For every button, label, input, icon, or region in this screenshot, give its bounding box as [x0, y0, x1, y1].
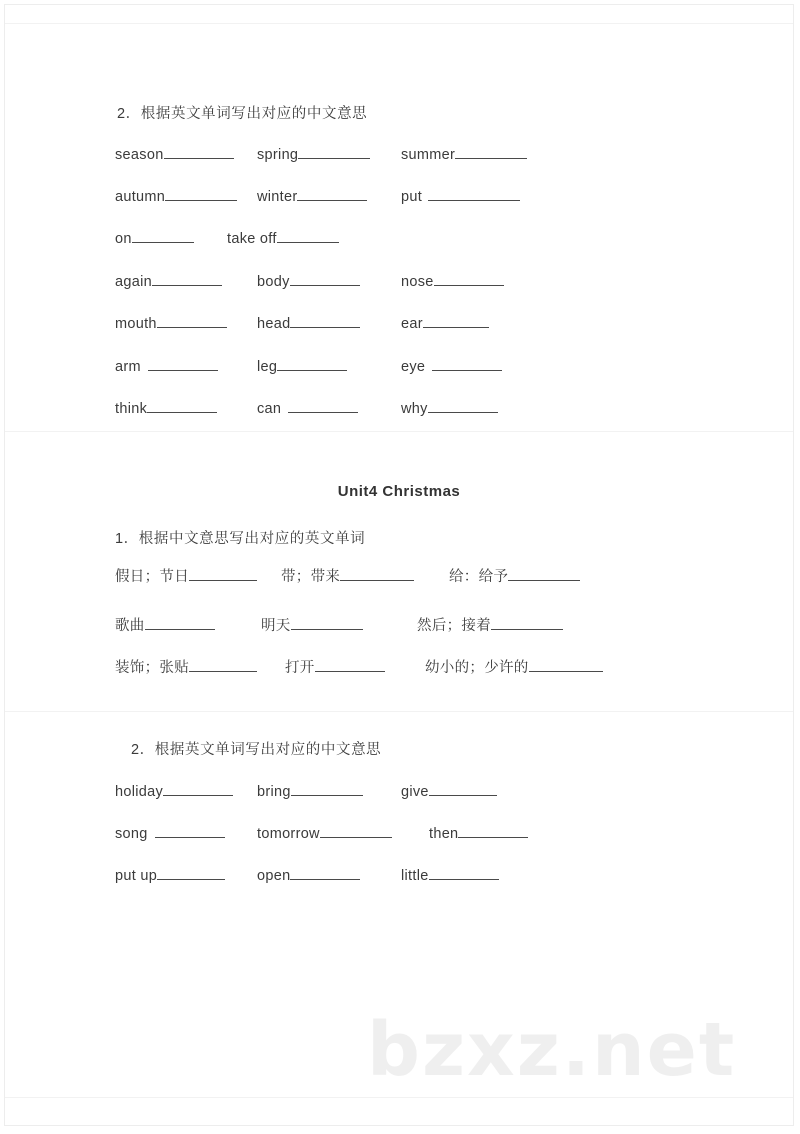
vocab-entry — [257, 314, 360, 332]
vocab-entry — [257, 824, 392, 842]
vocab-word: 打开 — [285, 660, 315, 676]
vocab-word: autumn — [115, 189, 166, 205]
answer-blank[interactable] — [297, 187, 367, 201]
vocab-word: nose — [401, 274, 434, 290]
vocab-word: winter — [257, 189, 298, 205]
vocab-word: put up — [115, 868, 158, 884]
answer-blank[interactable] — [189, 658, 257, 672]
answer-blank[interactable] — [340, 567, 414, 581]
section-heading-en: 2．根据英文单词写出对应的中文意思 — [131, 742, 382, 758]
vocab-word: then — [429, 826, 459, 842]
answer-blank[interactable] — [277, 357, 347, 371]
answer-blank[interactable] — [432, 357, 502, 371]
answer-blank[interactable] — [423, 314, 489, 328]
vocab-entry — [257, 357, 347, 375]
vocab-entry — [401, 399, 498, 417]
vocab-entry — [115, 782, 233, 800]
vocab-entry — [115, 357, 218, 375]
answer-blank[interactable] — [428, 187, 520, 201]
vocab-word: 然后；接着 — [417, 618, 491, 634]
vocab-word: on — [115, 231, 132, 247]
answer-blank[interactable] — [277, 229, 339, 243]
answer-blank[interactable] — [145, 616, 215, 630]
vocab-entry — [281, 565, 414, 586]
vocab-word: give — [401, 784, 429, 800]
vocab-word: put — [401, 189, 423, 205]
vocab-entry — [401, 866, 499, 884]
vocab-word: mouth — [115, 316, 157, 332]
vocab-word: arm — [115, 359, 141, 375]
answer-blank[interactable] — [491, 616, 563, 630]
answer-blank[interactable] — [429, 866, 499, 880]
section-heading-top: 2．根据英文单词写出对应的中文意思 — [117, 106, 368, 122]
vocab-word: 给：给予 — [449, 569, 509, 585]
vocab-word: again — [115, 274, 152, 290]
answer-blank[interactable] — [434, 272, 504, 286]
answer-blank[interactable] — [298, 145, 370, 159]
answer-blank[interactable] — [132, 229, 194, 243]
section-heading-cn: 1．根据中文意思写出对应的英文单词 — [115, 531, 366, 547]
vocab-entry — [257, 399, 358, 417]
answer-blank[interactable] — [508, 567, 580, 581]
vocab-entry — [115, 229, 194, 247]
vocab-word: spring — [257, 147, 299, 163]
answer-blank[interactable] — [320, 824, 392, 838]
vocab-entry — [417, 614, 563, 635]
vocab-entry — [115, 565, 257, 586]
vocab-word: bring — [257, 784, 291, 800]
vocab-entry — [115, 824, 225, 842]
vocab-entry — [257, 782, 363, 800]
answer-blank[interactable] — [290, 866, 360, 880]
answer-blank[interactable] — [291, 782, 363, 796]
vocab-entry — [227, 229, 339, 247]
answer-blank[interactable] — [428, 399, 498, 413]
answer-blank[interactable] — [455, 145, 527, 159]
answer-blank[interactable] — [165, 187, 237, 201]
vocab-entry — [115, 145, 234, 163]
vocab-entry — [401, 782, 497, 800]
vocab-word: tomorrow — [257, 826, 320, 842]
answer-blank[interactable] — [529, 658, 603, 672]
answer-blank[interactable] — [290, 272, 360, 286]
vocab-entry — [449, 565, 580, 586]
vocab-word: 带；带来 — [281, 569, 341, 585]
answer-blank[interactable] — [152, 272, 222, 286]
vocab-word: take off — [227, 231, 277, 247]
unit-title: Unit4 Christmas — [337, 483, 461, 500]
vocab-word: 歌曲 — [115, 618, 145, 634]
vocab-word: summer — [401, 147, 456, 163]
vocab-entry — [401, 357, 502, 375]
vocab-word: little — [401, 868, 429, 884]
vocab-entry — [257, 187, 367, 205]
vocab-word: 幼小的；少许的 — [425, 660, 529, 676]
vocab-entry — [401, 145, 527, 163]
vocab-word: head — [257, 316, 291, 332]
answer-blank[interactable] — [291, 616, 363, 630]
answer-blank[interactable] — [315, 658, 385, 672]
vocab-entry — [115, 614, 215, 635]
vocab-entry — [429, 824, 528, 842]
answer-blank[interactable] — [164, 145, 234, 159]
vocab-entry — [261, 614, 363, 635]
vocab-entry — [257, 145, 370, 163]
vocab-word: why — [401, 401, 428, 417]
answer-blank[interactable] — [163, 782, 233, 796]
vocab-word: body — [257, 274, 290, 290]
vocab-entry — [257, 866, 360, 884]
vocab-entry — [115, 314, 227, 332]
vocab-word: can — [257, 401, 282, 417]
answer-blank[interactable] — [155, 824, 225, 838]
vocab-entry — [285, 656, 385, 677]
vocab-entry — [115, 187, 237, 205]
vocab-entry — [425, 656, 603, 677]
answer-blank[interactable] — [147, 399, 217, 413]
vocab-entry — [115, 656, 257, 677]
vocab-word: ear — [401, 316, 423, 332]
vocab-word: song — [115, 826, 148, 842]
document-page — [4, 4, 794, 1126]
vocab-entry — [115, 399, 217, 417]
answer-blank[interactable] — [458, 824, 528, 838]
vocab-word: leg — [257, 359, 278, 375]
answer-blank[interactable] — [157, 314, 227, 328]
vocab-entry — [401, 314, 489, 332]
worksheet-content — [5, 5, 793, 1125]
vocab-word: season — [115, 147, 164, 163]
vocab-word: 明天 — [261, 618, 291, 634]
answer-blank[interactable] — [290, 314, 360, 328]
vocab-entry — [115, 272, 222, 290]
vocab-word: open — [257, 868, 291, 884]
vocab-word: think — [115, 401, 148, 417]
vocab-entry — [401, 187, 520, 205]
vocab-word: 假日；节日 — [115, 569, 189, 585]
answer-blank[interactable] — [189, 567, 257, 581]
vocab-entry — [401, 272, 504, 290]
vocab-word: holiday — [115, 784, 164, 800]
vocab-entry — [115, 866, 225, 884]
vocab-word: 装饰；张贴 — [115, 660, 189, 676]
site-watermark: bzxz.net — [367, 1007, 737, 1093]
vocab-word: eye — [401, 359, 426, 375]
answer-blank[interactable] — [288, 399, 358, 413]
answer-blank[interactable] — [157, 866, 225, 880]
vocab-entry — [257, 272, 360, 290]
answer-blank[interactable] — [429, 782, 497, 796]
answer-blank[interactable] — [148, 357, 218, 371]
